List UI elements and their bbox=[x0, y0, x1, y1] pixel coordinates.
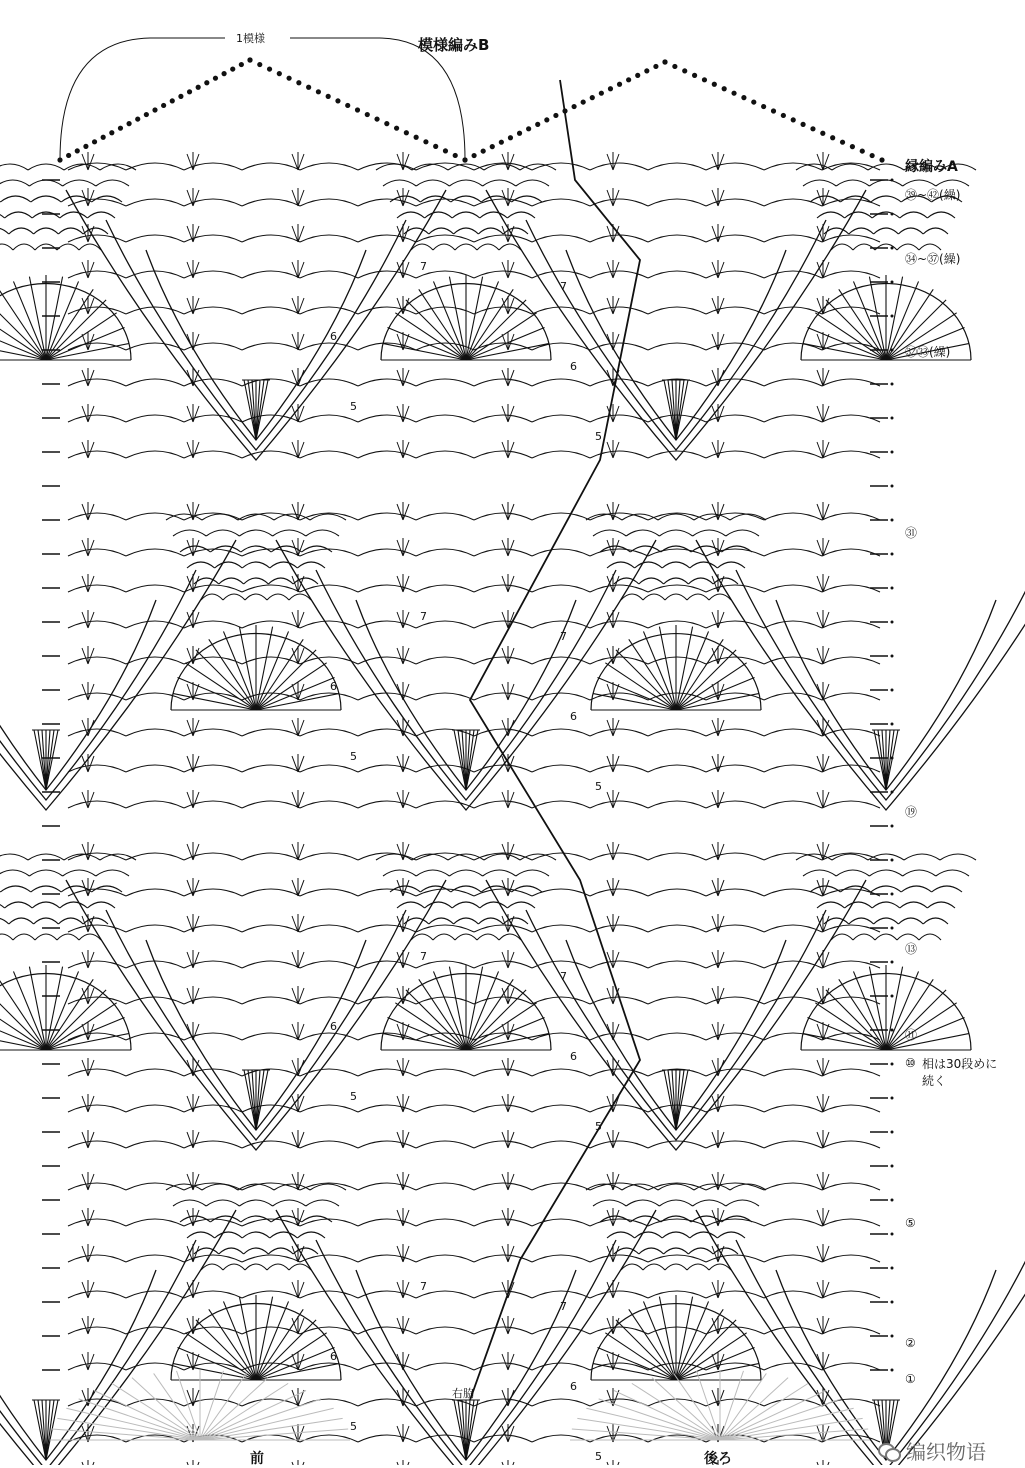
svg-text:7: 7 bbox=[560, 280, 567, 293]
svg-text:6: 6 bbox=[570, 360, 577, 373]
svg-text:5: 5 bbox=[595, 1450, 602, 1463]
row-marker: ㉞~㊲(繰) bbox=[905, 252, 961, 266]
svg-text:6: 6 bbox=[570, 1050, 577, 1063]
svg-text:5: 5 bbox=[350, 400, 357, 413]
svg-text:5: 5 bbox=[595, 430, 602, 443]
svg-text:6: 6 bbox=[330, 680, 337, 693]
svg-text:5: 5 bbox=[350, 1420, 357, 1433]
svg-text:7: 7 bbox=[560, 1300, 567, 1313]
svg-text:7: 7 bbox=[420, 950, 427, 963]
edging-label: 縁編みA bbox=[905, 159, 958, 175]
wechat-icon bbox=[878, 1442, 900, 1460]
row-marker: ① bbox=[905, 1372, 916, 1386]
row-marker: ㊴~㊷(繰) bbox=[905, 188, 961, 202]
watermark bbox=[878, 1436, 986, 1465]
svg-text:7: 7 bbox=[560, 630, 567, 643]
svg-text:7: 7 bbox=[420, 260, 427, 273]
row-marker: ⑤ bbox=[905, 1216, 916, 1230]
side-seam-label: 右脇 bbox=[452, 1387, 474, 1400]
svg-text:6: 6 bbox=[330, 330, 337, 343]
svg-text:5: 5 bbox=[350, 750, 357, 763]
row-marker: ⑪ bbox=[905, 1028, 918, 1042]
svg-text:7: 7 bbox=[420, 610, 427, 623]
svg-text:5: 5 bbox=[595, 780, 602, 793]
back-label: 後ろ bbox=[704, 1451, 732, 1467]
svg-text:7: 7 bbox=[420, 1280, 427, 1293]
svg-text:6: 6 bbox=[330, 1020, 337, 1033]
row-marker: ⑩ bbox=[905, 1056, 916, 1070]
continuation-note: 相は30段めに続く bbox=[922, 1057, 998, 1088]
svg-text:6: 6 bbox=[330, 1350, 337, 1363]
row-marker: ② bbox=[905, 1336, 916, 1350]
repeat-label: 1模様 bbox=[236, 32, 265, 45]
row-marker: ⑬ bbox=[905, 942, 918, 956]
svg-text:5: 5 bbox=[350, 1090, 357, 1103]
svg-text:7: 7 bbox=[560, 970, 567, 983]
watermark-text: 编织物语 bbox=[906, 1440, 986, 1464]
row-marker: ⑲ bbox=[905, 805, 918, 819]
front-label: 前 bbox=[250, 1451, 264, 1467]
svg-text:5: 5 bbox=[595, 1120, 602, 1133]
svg-text:6: 6 bbox=[570, 710, 577, 723]
row-marker: ㉜㉝(繰) bbox=[905, 345, 951, 359]
diagram-title: 模様編みB bbox=[418, 36, 490, 54]
svg-text:6: 6 bbox=[570, 1380, 577, 1393]
row-marker: ㉛ bbox=[905, 526, 918, 540]
